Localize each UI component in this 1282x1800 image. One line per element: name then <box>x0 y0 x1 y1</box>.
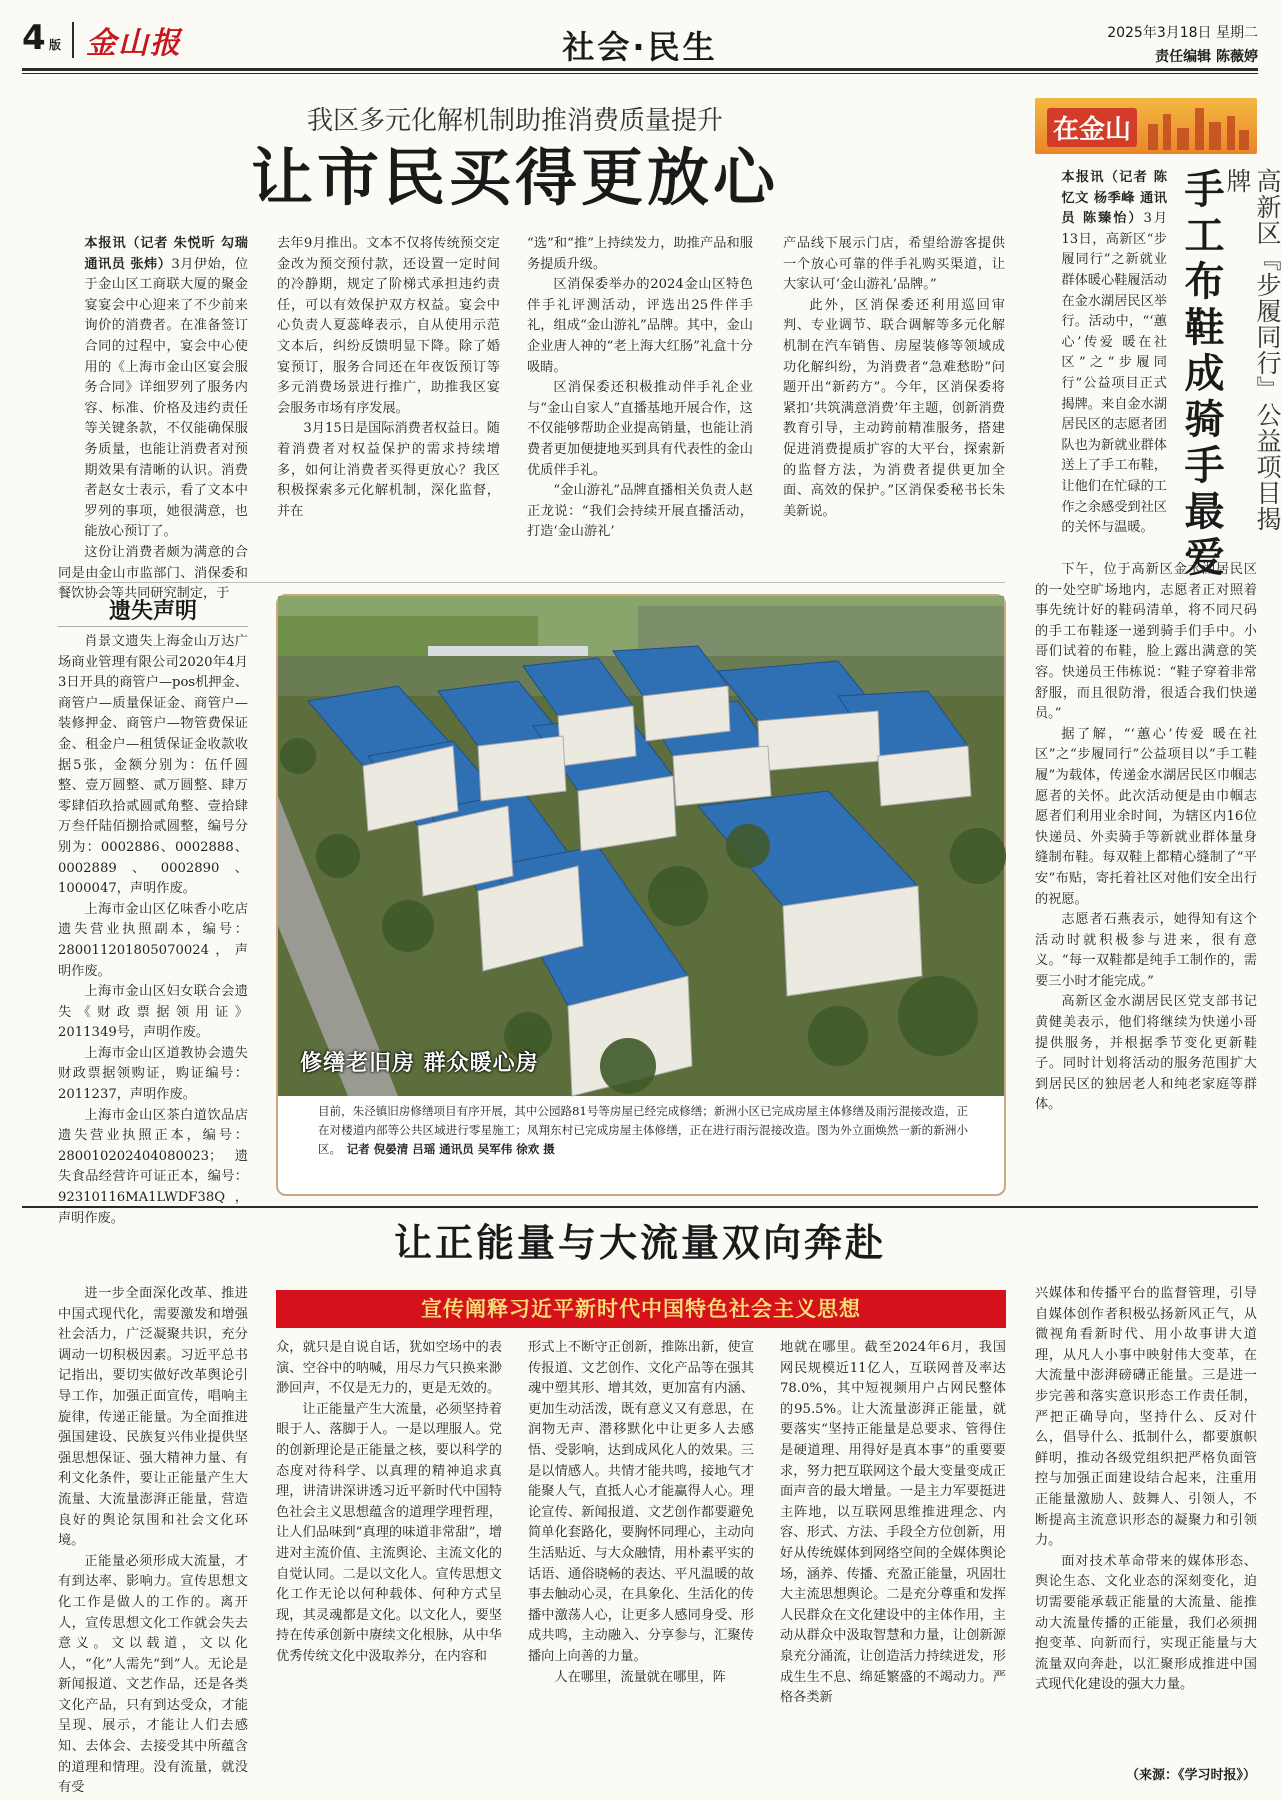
article1-headline: 让市民买得更放心 <box>250 141 779 214</box>
photo-frame <box>276 594 1006 1196</box>
sidebar-badge: 在金山 <box>1035 98 1257 154</box>
article2-source: （来源：《学习时报》） <box>1125 1768 1256 1783</box>
article1-col1: 本报讯（记者 朱悦昕 勾瑞 通讯员 张炜）3月伊始，位于金山区工商联大厦的聚金宴宴会中心迎来了不少前来询价的消费者。在准备签订合同的过程中，宴会中心使用的《上海市金山区宴会服务合同》详细罗列了服务内容、标准、价格及违约责任等关键条款，不仅能确保服务质量，也能让消费者对预期效果有清晰的认识。消费者赵女士表示，看了文本中罗列的事项，她很满意，也能放心预订了。 这份让消费者颇为满意的合同是由金山市监部门、消保委和餐饮协会等共同研究制定，于 <box>58 236 249 602</box>
photo-credit: 记者 倪晏清 吕瑶 通讯员 吴军伟 徐欢 摄 <box>346 1142 555 1156</box>
article1-col4: 产品线下展示门店，希望给游客提供一个放心可靠的伴手礼购买渠道，让大家认可‘金山游礼’品牌。” 此外，区消保委还利用巡回审判、专业调节、联合调解等多元化解机制在汽车销售、房屋装修等领域成功化解纠纷，为消费者“急难愁盼”问题开出“新药方”。今年，区消保委将紧扣‘共筑满意消费’年主题，创新消费教育引导，主动跨前精准服务，搭建促进消费提质扩容的大平台，探索新的监督方法，为消费者提供更加全面、高效的保护。”区消保委秘书长朱美新说。 <box>783 236 1005 519</box>
sidebar-subhead: 高新区『步履同行』公益项目揭牌 <box>1223 168 1282 532</box>
article1-col2: 去年9月推出。文本不仅将传统预交定金改为预交预付款，还设置一定时间的冷静期，规定了阶梯式承担违约责任，可以有效保护双方权益。宴会中心负责人夏蕊峰表示，自从使用示范文本后，纠纷反馈明显下降。除了婚宴预订，服务合同还在年夜饭预订等多元消费场景进行推广，助推我区宴会服务市场有序发展。 3月15日是国际消费者权益日。随着消费者对权益保护的需求持续增多，如何让消费者买得更放心？我区积极探索多元化解机制，深化监督，并在 <box>277 236 500 519</box>
page-number: 4 <box>22 18 46 58</box>
aerial-photo-residential-buildings <box>278 596 1004 1096</box>
section-divider <box>22 1206 1258 1208</box>
skyline-icon <box>1143 104 1253 150</box>
article1-kicker: 我区多元化解机制助推消费质量提升 <box>306 106 723 136</box>
editor-credit: 责任编辑 陈薇婷 <box>1155 49 1258 65</box>
sidebar-byline: 本报讯（记者 陈忆文 杨季峰 通讯员 陈臻怡） <box>1061 170 1167 227</box>
sidebar-col-bottom: 下午，位于高新区金水湖居民区的一处空旷场地内，志愿者正对照着事先统计好的鞋码清单，将不同尺码的手工布鞋逐一递到骑手们手中。小哥们试着的布鞋，脸上露出满意的笑容。快递员王伟栋说：“鞋子穿着非常舒服，而且很防滑，很适合我们快递员。” 据了解，“‘蕙心’传爱 暖在社区”之“步履同行”公益项目以“手工鞋履”为载体，传递金水湖居民区巾帼志愿者的关怀。此次活动便是由巾帼志愿者们利用业余时间，为辖区内16位快递员、外卖骑手等新就业群体量身缝制布鞋。每双鞋上都精心缝制了“平安”布贴，寄托着社区对他们安全出行的祝愿。 志愿者石燕表示，她得知有这个活动时就积极参与进来，很有意义。“每一双鞋都是纯手工制作的，需要三小时才能完成。” 高新区金水湖居民区党支部书记黄健美表示，他们将继续为快递小哥提供服务，并根据季节变化更新鞋子。同时计划将活动的服务范围扩大到居民区的独居老人和纯老家庭等群体。 <box>1035 562 1257 1113</box>
article1-byline: 本报讯（记者 朱悦昕 勾瑞 通讯员 张炜） <box>84 236 248 272</box>
article2-col5: 兴媒体和传播平台的监督管理，引导自媒体创作者积极弘扬新风正气，从微视角看新时代、用小故事讲大道理，从凡人小事中映射伟大变革，在大流量中澎湃磅礴正能量。三是进一步完善和落实意识形态工作责任制，严把正确导向，坚持什么、反对什么，倡导什么、抵制什么，都要旗帜鲜明，推动各级党组织把严格负面管控与加强正面建设结合起来，注重用正能量激励人、鼓舞人、引领人，不断提高主流意识形态的凝聚力和引领力。 面对技术革命带来的媒体形态、舆论生态、文化业态的深刻变化，迫切需要能承载正能量的大流量、能推动大流量传播的正能量，我们必须拥抱变革、向新而行，实现正能量与大流量双向奔赴，以汇聚形成推进中国式现代化建设的强大力量。 <box>1035 1286 1257 1693</box>
sidebar-headline: 手工布鞋成骑手最爱 <box>1178 168 1224 582</box>
paper-logo: 金山报 <box>86 26 182 61</box>
lost-notice-body: 肖景文遗失上海金山万达广场商业管理有限公司2020年4月3日开具的商管户—pos机押金、商管户—质量保证金、商管户—装修押金、商管户—物管费保证金、租金户—租赁保证金收款收据5张，金额分别为：伍仟圆整、壹万圆整、贰万圆整、肆万零肆佰玖拾贰圆贰角整、壹拾肆万叁仟陆佰捌拾贰圆整，编号分别为：0002886、0002888、0002889、0002890、1000047，声明作废。 上海市金山区亿味香小吃店遗失营业执照副本，编号：280011201805070024，声明作废。 上海市金山区妇女联合会遗失《财政票据领用证》2011349号，声明作废。 上海市金山区道教协会遗失财政票据领购证，购证编号：2011237，声明作废。 上海市金山区茶白道饮品店遗失营业执照正本，编号：280010202404080023；遗失食品经营许可证正本，编号：92310116MA1LWDF38Q，声明作废。 <box>58 634 248 1226</box>
lost-notice-title: 遗失声明 <box>108 599 197 624</box>
article2-banner: 宣传阐释习近平新时代中国特色社会主义思想 <box>276 1290 1006 1328</box>
article2-headline: 让正能量与大流量双向奔赴 <box>393 1221 886 1265</box>
page-unit: 版 <box>49 38 62 52</box>
article2-col4: 地就在哪里。截至2024年6月，我国网民规模近11亿人，互联网普及率达78.0%，其中短视频用户占网民整体的95.5%。让大流量澎湃正能量，就要落实“坚持正能量是总要求、管得住是硬道理、用得好是真本事”的重要要求，努力把互联网这个最大变量变成正面声音的最大增量。一是主力军要挺进主阵地，以互联网思维推进理念、内容、形式、方法、手段全方位创新，用好从传统媒体到网络空间的全媒体舆论场，涵养、传播、充盈正能量，巩固壮大主流思想舆论。二是充分尊重和发挥人民群众在文化建设中的主体作用，主动从群众中汲取智慧和力量，让创新源泉充分涌流，让创造活力持续迸发，形成生生不息、绵延繁盛的不竭动力。严格各类新 <box>780 1340 1006 1706</box>
section-title: 社会·民生 <box>562 28 718 66</box>
issue-date: 2025年3月18日 星期二 <box>1107 25 1258 41</box>
article2-col1: 进一步全面深化改革、推进中国式现代化，需要激发和增强社会活力，广泛凝聚共识，充分调动一切积极因素。习近平总书记指出，要切实做好改革舆论引导工作，加强正面宣传，唱响主旋律，传递正能量。为全面推进强国建设、民族复兴伟业提供坚强思想保证、强大精神力量、有利文化条件，要让正能量产生大流量、大流量澎湃正能量，营造良好的舆论氛围和社会文化环境。 正能量必须形成大流量，才有到达率、影响力。宣传思想文化工作是做人的工作的。离开人，宣传思想文化工作就会失去意义。文以载道，文以化人，“化”人需先“到”人。无论是新闻报道、文艺作品，还是各类文化产品，只有到达受众，才能呈现、展示，才能让人们去感知、去体会、去接受其中所蕴含的道理和情理。没有流量，就没有受 <box>58 1286 248 1796</box>
article1-col3: “选”和“推”上持续发力，助推产品和服务提质升级。 区消保委举办的2024金山区特色伴手礼评测活动，评选出25件伴手礼，组成“金山游礼”品牌。其中，金山企业唐人神的“老上海大红肠”礼盒十分吸睛。 区消保委还积极推动伴手礼企业与“金山自家人”直播基地开展合作，这不仅能够帮助企业提高销量，也能让消费者更加便捷地买到具有代表性的金山优质伴手礼。 “金山游礼”品牌直播相关负责人赵正龙说：“我们会持续开展直播活动，打造‘金山游礼’ <box>527 236 753 540</box>
article2-col2: 众，就只是自说自话，犹如空场中的表演、空谷中的呐喊，用尽力气只换来渺渺回声，不仅是无力的，更是无效的。 让正能量产生大流量，必须坚持着眼于人、落脚于人。一是以理服人。党的创新理论是正能量之核，要以科学的态度对待科学、以真理的精神追求真理，讲清讲深讲透习近平新时代中国特色社会主义思想蕴含的道理学理哲理，让人们品味到“真理的味道非常甜”，增进对主流价值、主流舆论、主流文化的自觉认同。二是以文化人。宣传思想文化工作无论以何种载体、何种方式呈现，其灵魂都是文化。以文化人，要坚持在传承创新中赓续文化根脉，从中华优秀传统文化中汲取养分，在内容和 <box>276 1340 502 1664</box>
article2-col3: 形式上不断守正创新，推陈出新，使宣传报道、文艺创作、文化产品等在强其魂中塑其形、增其效，更加富有内涵、更加生动活泼，既有意义又有意思，在润物无声、潜移默化中让更多人去感悟、受影响，达到成风化人的效果。三是以情感人。共情才能共鸣，接地气才能聚人气，直抵人心才能赢得人心。理论宣传、新闻报道、文艺创作都要避免简单化套路化，要胸怀同理心，主动向生活贴近、与大众融情，用朴素平实的话语、通俗晓畅的表达、平凡温暖的故事去触动心灵，在具象化、生活化的传播中激荡人心，让更多人感同身受、形成共鸣，主动融入、分享参与，汇聚传播向上向善的力量。 人在哪里，流量就在哪里，阵 <box>528 1340 754 1685</box>
sidebar-col-top: 本报讯（记者 陈忆文 杨季峰 通讯员 陈臻怡）3月13日，高新区“步履同行”之新就业群体暖心鞋履活动在金水湖居民区举行。活动中，“‘蕙心’传爱 暖在社区”之“步履同行”公益项目正式揭牌。来自金水湖居民区的志愿者团队也为新就业群体送上了手工布鞋，让他们在忙碌的工作之余感受到社区的关怀与温暖。 <box>1061 170 1168 536</box>
masthead-rule <box>22 68 1258 71</box>
photo-caption: 目前，朱泾镇旧房修缮项目有序开展，其中公园路81号等房屋已经完成修缮；新洲小区已完成房屋主体修缮及雨污混接改造，正在对楼道内部等公共区域进行零星施工；凤翔东村已完成房屋主体修缮，正在进行雨污混接改造。图为外立面焕然一新的新洲小区。 记者 倪晏清 吕瑶 通讯员 吴军伟 徐欢 摄 <box>318 1104 968 1156</box>
photo-overlay-caption: 修缮老旧房 群众暖心房 <box>300 1051 539 1076</box>
